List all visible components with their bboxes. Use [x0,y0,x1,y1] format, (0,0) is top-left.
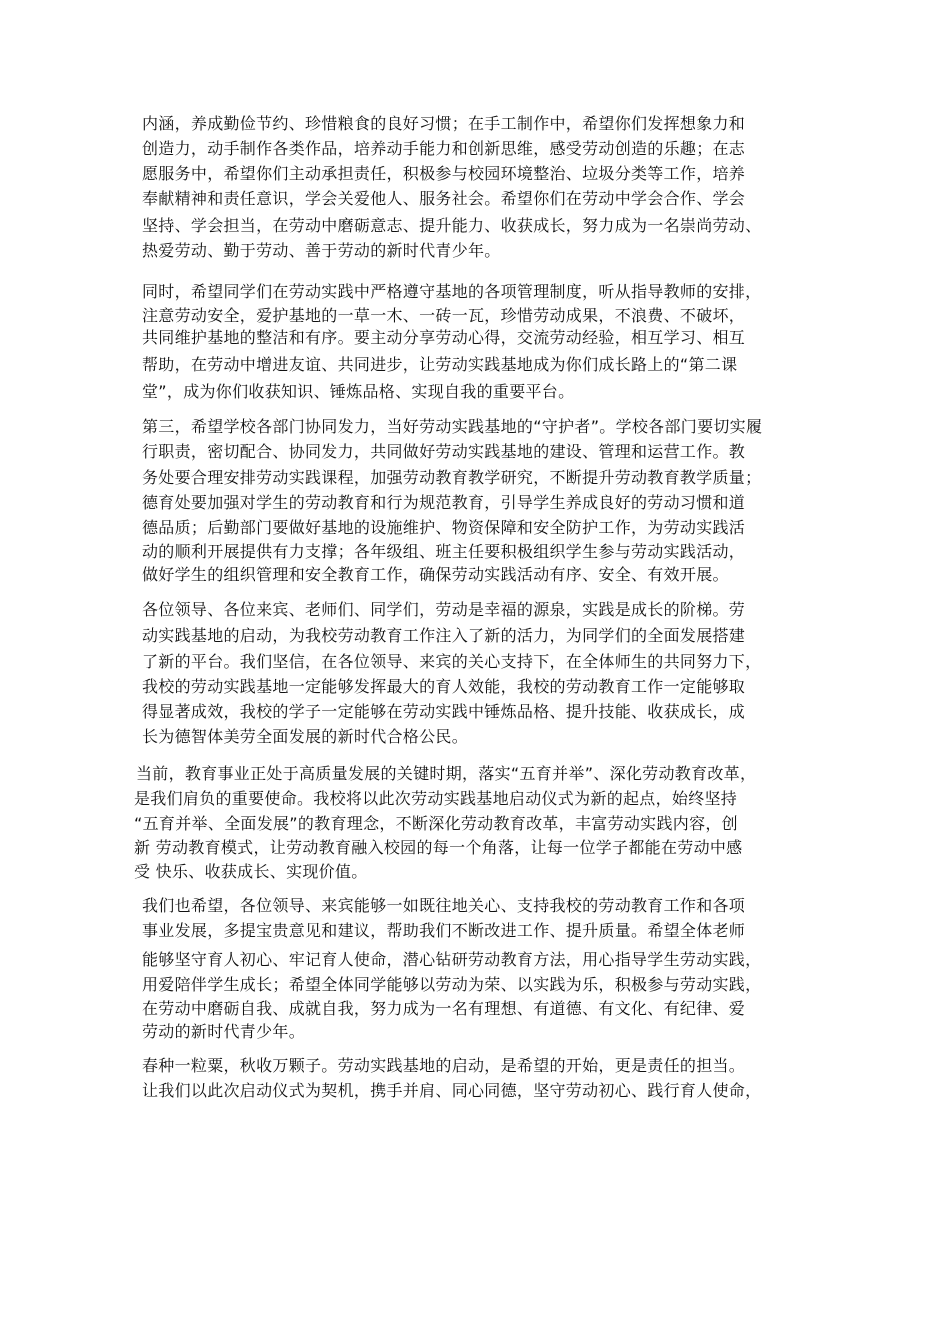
text-line: 受 快乐、收获成长、实现价值。 [134,862,368,881]
text-line: 坚持、学会担当，在劳动中磨砺意志、提升能力、收获成长，努力成为一名崇尚劳动、 [142,216,762,235]
text-line: 让我们以此次启动仪式为契机，携手并肩、同心同德，坚守劳动初心、践行育人使命， [142,1081,762,1100]
text-line: 当前，教育事业正处于高质量发展的关键时期，落实“五育并举”、深化劳动教育改革， [136,764,757,783]
text-line: 共同维护基地的整洁和有序。要主动分享劳动心得，交流劳动经验，相互学习、相互 [142,328,746,347]
text-line: 注意劳动安全，爱护基地的一草一木、一砖一瓦，珍惜劳动成果，不浪费、不破坏， [142,306,746,325]
text-line: 各位领导、各位来宾、老师们、同学们，劳动是幸福的源泉，实践是成长的阶梯。劳 [142,600,746,619]
text-line: 劳动的新时代青少年。 [142,1022,306,1041]
text-line: 堂”，成为你们收获知识、锤炼品格、实现自我的重要平台。 [142,382,575,401]
text-line: 帮助，在劳动中增进友谊、共同进步，让劳动实践基地成为你们成长路上的“第二课 [142,355,738,374]
text-line: 动实践基地的启动，为我校劳动教育工作注入了新的活力，为同学们的全面发展搭建 [142,626,746,645]
text-line: 我们也希望，各位领导、来宾能够一如既往地关心、支持我校的劳动教育工作和各项 [142,896,746,915]
text-line: 是我们肩负的重要使命。我校将以此次劳动实践基地启动仪式为新的起点，始终坚持 [134,789,738,808]
text-line: 新 劳动教育模式，让劳动教育融入校园的每一个角落，让每一位学子都能在劳动中感 [134,838,743,857]
text-line: 了新的平台。我们坚信，在各位领导、来宾的关心支持下，在全体师生的共同努力下， [142,652,762,671]
text-line: 第三，希望学校各部门协同发力，当好劳动实践基地的“守护者”。学校各部门要切实履 [142,417,763,436]
text-line: 能够坚守育人初心、牢记育人使命，潜心钻研劳动教育方法，用心指导学生劳动实践， [142,950,762,969]
text-line: 事业发展，多提宝贵意见和建议，帮助我们不断改进工作、提升质量。希望全体老师 [142,921,746,940]
text-line: 行职责，密切配合、协同发力，共同做好劳动实践基地的建设、管理和运营工作。教 [142,442,746,461]
text-line: 德育处要加强对学生的劳动教育和行为规范教育，引导学生养成良好的劳动习惯和道 [142,493,746,512]
text-line: 奉献精神和责任意识，学会关爱他人、服务社会。希望你们在劳动中学会合作、学会 [142,189,746,208]
text-line: “五育并举、全面发展”的教育理念，不断深化劳动教育改革，丰富劳动实践内容，创 [134,814,738,833]
text-line: 在劳动中磨砺自我、成就自我，努力成为一名有理想、有道德、有文化、有纪律、爱 [142,999,746,1018]
text-line: 动的顺利开展提供有力支撑；各年级组、班主任要积极组织学生参与劳动实践活动， [142,542,746,561]
text-line: 热爱劳动、勤于劳动、善于劳动的新时代青少年。 [142,241,501,260]
text-line: 内涵，养成勤俭节约、珍惜粮食的良好习惯；在手工制作中，希望你们发挥想象力和 [142,114,746,133]
text-line: 长为德智体美劳全面发展的新时代合格公民。 [142,727,469,746]
text-line: 春种一粒粟，秋收万颗子。劳动实践基地的启动，是希望的开始，更是责任的担当。 [142,1056,746,1075]
text-line: 做好学生的组织管理和安全教育工作，确保劳动实践活动有序、安全、有效开展。 [142,565,729,584]
text-line: 创造力，动手制作各类作品，培养动手能力和创新思维，感受劳动创造的乐趣；在志 [142,139,746,158]
text-line: 同时，希望同学们在劳动实践中严格遵守基地的各项管理制度，听从指导教师的安排， [142,282,762,301]
text-line: 愿服务中，希望你们主动承担责任，积极参与校园环境整治、垃圾分类等工作，培养 [142,164,746,183]
text-line: 用爱陪伴学生成长；希望全体同学能够以劳动为荣、以实践为乐，积极参与劳动实践， [142,975,762,994]
text-line: 我校的劳动实践基地一定能够发挥最大的育人效能，我校的劳动教育工作一定能够取 [142,677,746,696]
text-line: 得显著成效，我校的学子一定能够在劳动实践中锤炼品格、提升技能、收获成长，成 [142,702,746,721]
text-line: 德品质；后勤部门要做好基地的设施维护、物资保障和安全防护工作，为劳动实践活 [142,518,746,537]
text-line: 务处要合理安排劳动实践课程，加强劳动教育教学研究，不断提升劳动教育教学质量； [142,468,762,487]
